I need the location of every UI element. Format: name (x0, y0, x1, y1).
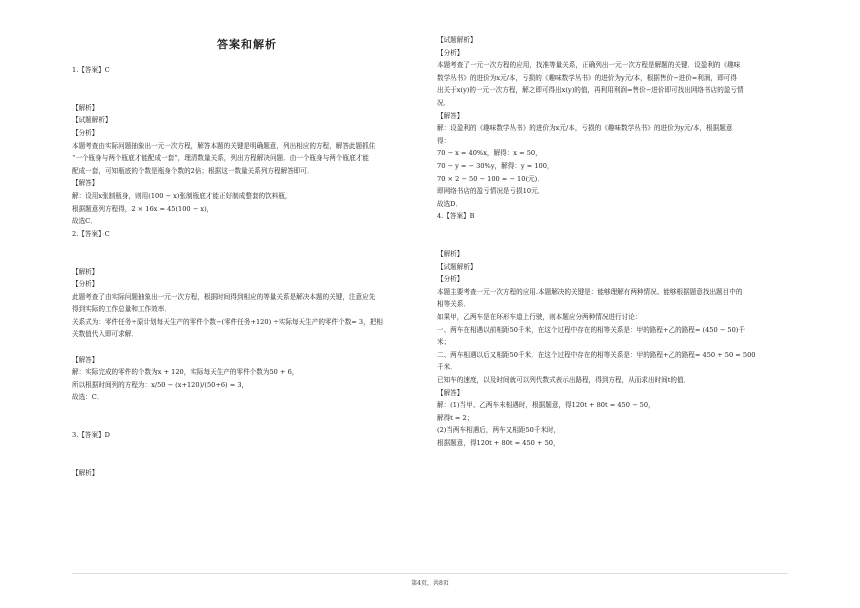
right-text-line: 【试题解析】 (437, 36, 477, 44)
right-text-line: 出关于x(y)的一元一次方程，解之即可得出x(y)的值，再利用利润=售价−进价即可找出网络书店的盈亏情 (437, 86, 744, 95)
right-text-line: 【分析】 (437, 48, 464, 57)
left-text-line: 【解答】 (72, 179, 99, 188)
left-column-body (72, 64, 422, 480)
right-text-line: 【解析】 (437, 250, 464, 259)
left-text-line: 【解析】 (72, 469, 99, 477)
left-text-line: 3.【答案】D (72, 431, 110, 440)
left-text-line (72, 417, 422, 430)
right-column (437, 34, 789, 450)
right-text-line: 本题主要考查一元一次方程的应用.本题解决的关键是：能够理解有两种情况、能够根据题意找出题目中的 (437, 287, 743, 296)
right-text-line: 千米． (437, 363, 457, 372)
right-text-line: 【试题解析】 (437, 262, 477, 271)
left-text-line: 【解析】 (72, 267, 99, 276)
right-text-line: 70 − x = 40%x，解得：x = 50， (437, 149, 542, 158)
left-text-line: 1.【答案】C (72, 66, 110, 74)
right-text-line: 【分析】 (437, 275, 464, 284)
right-text-line: 如果甲，乙两车是在环形车道上行驶，则本题应分两种情况进行讨论： (437, 313, 642, 322)
right-text-line: 相等关系． (437, 300, 470, 309)
right-text-line: 解得t = 2； (437, 413, 474, 422)
left-text-line: 解：设用x张制瓶身，则用(100 − x)张制瓶底才能正好制成整套的饮料瓶， (72, 191, 292, 200)
right-text-line: 4.【答案】B (437, 212, 475, 221)
left-text-line: 解：实际完成的零件的个数为x + 120，实际每天生产的零件个数为50 + 6， (72, 368, 299, 377)
right-text-line: 70 × 2 − 50 − 100 = − 10(元)． (437, 174, 544, 183)
page-footer: 第4页，共8页 (411, 580, 449, 587)
right-text-line: 即网络书店的盈亏情况是亏损10元． (437, 187, 545, 196)
right-text-line (437, 236, 789, 249)
left-text-line: 关数值代入即可求解． (72, 330, 138, 339)
right-text-line: 况． (437, 98, 451, 107)
left-text-line: 关系式为：零件任务÷原计划每天生产的零件个数−(零件任务+120) ÷实际每天生产的零件个数= 3，把相 (72, 317, 383, 326)
left-text-line: 所以根据时间列的方程为：x/50 − (x+120)/(50+6) = 3， (72, 380, 249, 389)
left-text-line (72, 341, 422, 354)
left-text-line: 2.【答案】C (72, 229, 110, 238)
left-text-line (72, 253, 422, 266)
left-text-line: 【解答】 (72, 355, 99, 364)
right-text-line: 根据题意，得120t + 80t = 450 + 50， (437, 439, 560, 447)
right-text-line: 已知车的速度，以及时间就可以列代数式表示出路程，得到方程，从而求出时间t的值． (437, 376, 691, 385)
left-text-line: 得到实际的工作总量和工作效率． (72, 305, 171, 314)
left-text-line: 配成一套，可知瓶底的个数是瓶身个数的2倍；根据这一数量关系列方程解答即可． (72, 166, 314, 175)
left-text-line: 【分析】 (72, 128, 99, 137)
right-text-line: 解：设盈利的《趣味数学丛书》的进价为x元/本，亏损的《趣味数学丛书》的进价为y元/本，根据题意 (437, 124, 733, 133)
left-text-line (72, 240, 422, 253)
right-text-line: 得： (437, 136, 451, 145)
page-title: 答案和解析 (217, 38, 277, 51)
footer-divider (72, 573, 788, 574)
right-text-line: 一、两车在相遇以前相距50千米，在这个过程中存在的相等关系是：甲的路程+乙的路程= (450 − 50)千 (437, 325, 745, 334)
left-text-line (72, 454, 422, 467)
right-text-line: 解：(1)当甲、乙两车未相遇时，根据题意，得120t + 80t = 450 − 50， (437, 401, 655, 410)
right-text-line (437, 223, 789, 236)
left-text-line: 本题考查由实际问题抽象出一元一次方程，解答本题的关键是明确题意，列出相应的方程，解答此题抓住 (72, 141, 376, 150)
right-text-line: 【解答】 (437, 111, 464, 120)
right-text-line: 故选D． (437, 199, 463, 208)
left-text-line: “一个瓶身与两个瓶底才能配成一套”，理清数量关系，列出方程解决问题．由一个瓶身与两个瓶底才能 (72, 154, 369, 163)
right-text-line: 米； (437, 338, 451, 347)
left-text-line (72, 404, 422, 417)
right-column-body (437, 34, 789, 450)
left-text-line: 【试题解析】 (72, 116, 112, 125)
left-text-line: 故选C． (72, 217, 97, 226)
left-text-line: 此题考查了由实际问题抽象出一元一次方程，根据时间得到相应的等量关系是解决本题的关键，注意应先 (72, 292, 376, 301)
right-text-line: (2)当两车相遇后，两车又相距50千米时， (437, 426, 561, 435)
right-text-line: 本题考查了一元一次方程的应用，找准等量关系，正确列出一元一次方程是解题的关键．设盈利的《趣味 (437, 61, 741, 70)
left-text-line (72, 77, 422, 90)
right-text-line: 二、两车相遇以后又相距50千米．在这个过程中存在的相等关系是：甲的路程+乙的路程= 450 + 50 = 500 (437, 350, 756, 359)
right-text-line: 【解答】 (437, 388, 464, 397)
left-text-line (72, 89, 422, 102)
left-text-line: 故选：C． (72, 393, 104, 402)
left-text-line: 【分析】 (72, 280, 99, 289)
right-text-line: 数学丛书》的进价为x元/本，亏损的《趣味数学丛书》的进价为y元/本，根据售价−进价=利润，即可得 (437, 73, 737, 82)
left-text-line: 根据题意列方程得，2 × 16x = 45(100 − x)， (72, 204, 214, 213)
left-text-line: 【解析】 (72, 103, 99, 112)
left-column (72, 34, 422, 480)
left-text-line (72, 442, 422, 455)
right-text-line: 70 − y = − 30%y，解得：y = 100， (437, 161, 554, 170)
